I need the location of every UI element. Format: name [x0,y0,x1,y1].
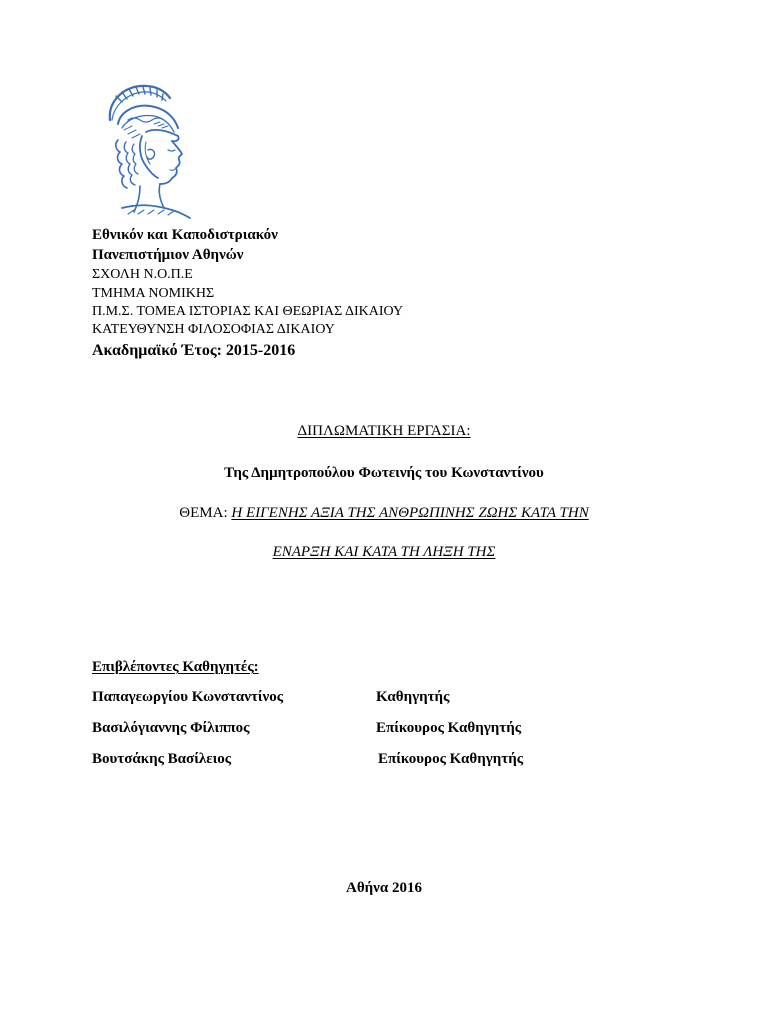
supervisor-name: Βουτσάκης Βασίλειος [92,751,232,767]
supervisor-name: Βασιλόγιαννης Φίλιππος [92,720,250,736]
thesis-subject-line2 [0,545,768,560]
subject-colon: : [223,505,232,521]
supervisor-title: Επίκουρος Καθηγητής [378,751,524,767]
supervisors-heading: Επιβλέποντες Καθηγητές: [92,659,259,675]
subject-title-line1: Η ΕΙΓΕΝΗΣ ΑΞΙΑ ΤΗΣ ΑΝΘΡΩΠΙΝΗΣ ΖΩΗΣ ΚΑΤΑ ΤΗΝ [231,505,589,521]
thesis-heading-text: ΔΙΠΛΩΜΑΤΙΚΗ ΕΡΓΑΣΙΑ: [297,423,471,439]
subject-label: ΘΕΜΑ [179,505,224,521]
program-name: Π.Μ.Σ. ΤΟΜΕΑ ΙΣΤΟΡΙΑΣ ΚΑΙ ΘΕΩΡΙΑΣ ΔΙΚΑΙΟΥ [92,304,404,319]
school-name: ΣΧΟΛΗ Ν.Ο.Π.Ε [92,267,193,282]
direction-name: ΚΑΤΕΥΘΥΝΣΗ ΦΙΛΟΣΟΦΙΑΣ ΔΙΚΑΙΟΥ [92,322,335,337]
department-name: ΤΜΗΜΑ ΝΟΜΙΚΗΣ [92,286,215,301]
supervisor-title: Καθηγητής [376,689,450,705]
thesis-subject-line1 [0,506,768,521]
thesis-heading [0,424,768,439]
academic-year: Ακαδημαϊκό Έτος: 2015-2016 [92,342,296,359]
athena-helmet-logo-icon [88,80,198,220]
place-and-year: Αθήνα 2016 [345,880,422,896]
supervisor-name: Παπαγεωργίου Κωνσταντίνος [92,689,284,705]
university-name-line2: Πανεπιστήμιον Αθηνών [92,247,244,263]
university-name-line1: Εθνικόν και Καποδιστριακόν [92,227,278,243]
supervisor-title: Επίκουρος Καθηγητής [376,720,522,736]
subject-title-line2: ΕΝΑΡΞΗ ΚΑΙ ΚΑΤΑ ΤΗ ΛΗΞΗ ΤΗΣ [272,544,496,560]
thesis-author: Της Δημητροπούλου Φωτεινής του Κωνσταντίνου [224,465,544,481]
